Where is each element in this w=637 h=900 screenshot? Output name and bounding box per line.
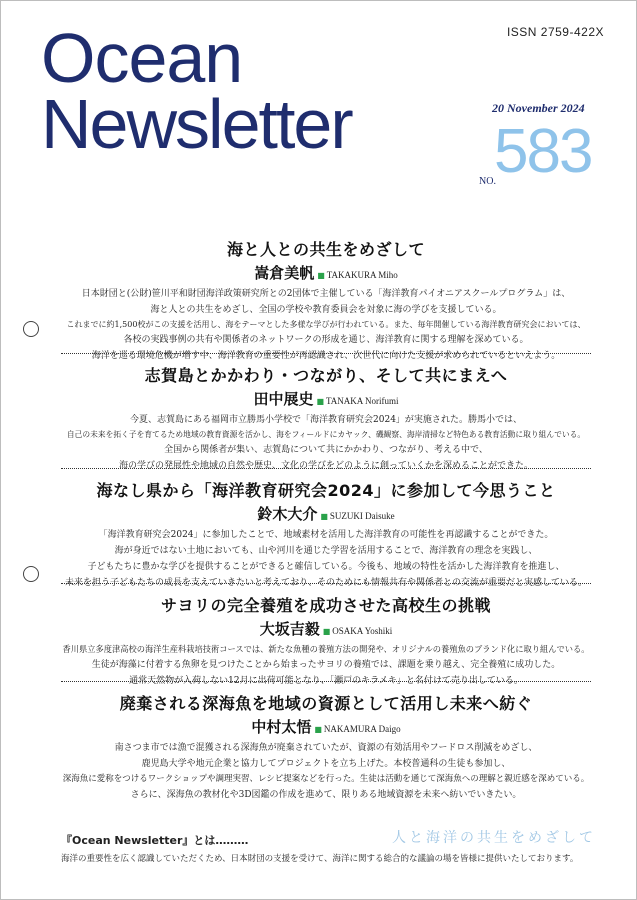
- author-marker-icon: ■: [317, 271, 325, 280]
- author-name-en: TANAKA Norifumi: [326, 396, 399, 406]
- article-title: サヨリの完全養殖を成功させた高校生の挑戦: [160, 596, 491, 615]
- article-author: [61, 716, 591, 737]
- abstract-line: 自己の未来を拓く子を育てるため地域の教育資源を活かし、海をフィールドにカヤック、磯観察、海岸清掃など特色ある教育活動に取り組んでいる。: [66, 430, 586, 440]
- article-1: [61, 237, 591, 364]
- abstract-line: 海が身近ではない土地においても、山や河川を通じた学習を活用することで、海洋教育の理念を実践し、: [114, 546, 538, 557]
- author-marker-icon: ■: [322, 627, 331, 636]
- abstract-line: 子どもたちに豊かな学びを提供することができると確信している。今後も、地域の特性を活かした海洋教育を推進し、: [87, 562, 565, 573]
- masthead-title-line1: Ocean: [41, 19, 243, 97]
- article-author: [61, 618, 591, 639]
- article-4: [61, 593, 591, 689]
- author-name-jp: 鈴木大介: [257, 505, 318, 523]
- footer-title: 『Ocean Newsletter』とは………: [61, 834, 249, 847]
- author-name-en: SUZUKI Daisuke: [329, 511, 395, 521]
- section-divider: [61, 353, 591, 354]
- abstract-line: 「海洋教育研究会2024」に参加したことで、地域素材を活用した海洋教育の可能性を再認識することができた。: [98, 530, 554, 540]
- abstract-line: 通常天然物が入荷しない12月に出荷可能となり、「瀬戸のキラメキ」と名付けて売り出している。: [129, 675, 523, 686]
- article-title: 志賀島とかかわり・つながり、そして共にまえへ: [144, 366, 508, 385]
- article-author: [61, 388, 591, 409]
- section-divider: [61, 681, 591, 682]
- issue-date: 20 November 2024: [492, 101, 585, 115]
- abstract-line: 各校の実践事例の共有や関係者のネットワークの形成を通じ、海洋教育に関する理解を深めている。: [123, 335, 529, 346]
- author-name-jp: 中村太悟: [251, 718, 312, 736]
- article-title: 海と人との共生をめざして: [226, 240, 425, 259]
- issue-number: 583: [494, 117, 592, 186]
- article-5: [61, 691, 591, 803]
- binder-hole: [23, 566, 39, 582]
- article-2: [61, 363, 591, 474]
- binder-hole: [23, 321, 39, 337]
- footer-description: 海洋の重要性を広く認識していただくため、日本財団の支援を受けて、海洋に関する総合的な議論の場を皆様に提供いたしております。: [61, 854, 579, 864]
- article-abstract: [61, 412, 591, 474]
- author-marker-icon: ■: [316, 397, 325, 406]
- abstract-line: 日本財団と(公財)笹川平和財団海洋政策研究所との2団体で主催している「海洋教育パイオニアスクールプログラム」は、: [81, 289, 571, 299]
- abstract-line: 海と人との共生をめざし、全国の学校や教育委員会を対象に海の学びを支援している。: [150, 305, 502, 316]
- section-divider: [61, 468, 591, 469]
- issn-number: ISSN 2759-422X: [506, 25, 604, 39]
- abstract-line: さらに、深海魚の教材化や3D図鑑の作成を進めて、限りある地域資源を未来へ紡いでいきたい。: [130, 790, 522, 801]
- abstract-line: 海の学びの発展性や地域の自然や歴史、文化の学びをどのように創っていくかを深めることができた。: [118, 460, 533, 471]
- masthead-title-line2: Newsletter: [41, 85, 352, 163]
- author-marker-icon: ■: [314, 725, 322, 734]
- article-author: [61, 262, 591, 283]
- abstract-line: 生徒が海藻に付着する魚卵を見つけたことから始まったサヨリの養殖では、課題を乗り越え、完全養殖に成功した。: [91, 659, 561, 670]
- masthead-title: [41, 19, 352, 163]
- author-name-jp: 田中展史: [253, 390, 314, 408]
- author-name-en: NAKAMURA Daigo: [323, 724, 401, 734]
- article-title: 海なし県から「海洋教育研究会2024」に参加して今思うこと: [96, 481, 556, 500]
- section-divider: [61, 583, 591, 584]
- abstract-line: 全国から関係者が集い、志賀島について共にかかわり、つながり、考える中で、: [164, 444, 488, 455]
- author-marker-icon: ■: [320, 512, 328, 521]
- author-name-en: TAKAKURA Miho: [326, 270, 398, 280]
- abstract-line: 鹿児島大学や地元企業と協力してプロジェクトを立ち上げた。本校普通科の生徒も参加し、: [141, 759, 511, 770]
- abstract-line: 海洋を巡る環境危機が増す中、海洋教育の重要性が再認識され、次世代に向けた支援が求められているといえよう。: [91, 351, 561, 362]
- author-name-jp: 大坂吉毅: [259, 620, 320, 638]
- abstract-line: これまでに約1,500校がこの支援を活用し、海をテーマとした多様な学びが行われている。また、毎年開催している海洋教育研究会においては、: [66, 320, 586, 330]
- abstract-line: 今夏、志賀島にある福岡市立勝馬小学校で「海洋教育研究会2024」が実施された。勝馬小では、: [130, 415, 522, 425]
- article-author: [61, 503, 591, 524]
- author-name-en: OSAKA Yoshiki: [332, 626, 393, 636]
- article-abstract: [61, 527, 591, 591]
- issue-no-label: NO.: [479, 176, 496, 187]
- abstract-line: 未来を担う子どもたちの成長を支えていきたいと考えており、そのためにも情報共有や関係者との交流が重要だと実感している。: [64, 578, 587, 589]
- abstract-line: 南さつま市では漁で混獲される深海魚が廃棄されていたが、資源の有効活用やフードロス削減をめざし、: [114, 743, 538, 753]
- author-name-jp: 嵩倉美帆: [254, 264, 315, 282]
- abstract-line: 深海魚に愛称をつけるワークショップや調理実習、レシピ提案などを行った。生徒は活動を通じて深海魚への理解と親近感を深めている。: [62, 774, 590, 785]
- article-abstract: [61, 740, 591, 803]
- abstract-line: 香川県立多度津高校の海洋生産科栽培技術コースでは、新たな魚種の養殖方法の開発や、オリジナルの養殖魚のブランド化に取り組んでいる。: [62, 644, 590, 654]
- article-title: 廃棄される深海魚を地域の資源として活用し未来へ紡ぐ: [119, 694, 533, 713]
- footer-slogan: 人と海洋の共生をめざして: [392, 830, 596, 846]
- article-3: [61, 478, 591, 591]
